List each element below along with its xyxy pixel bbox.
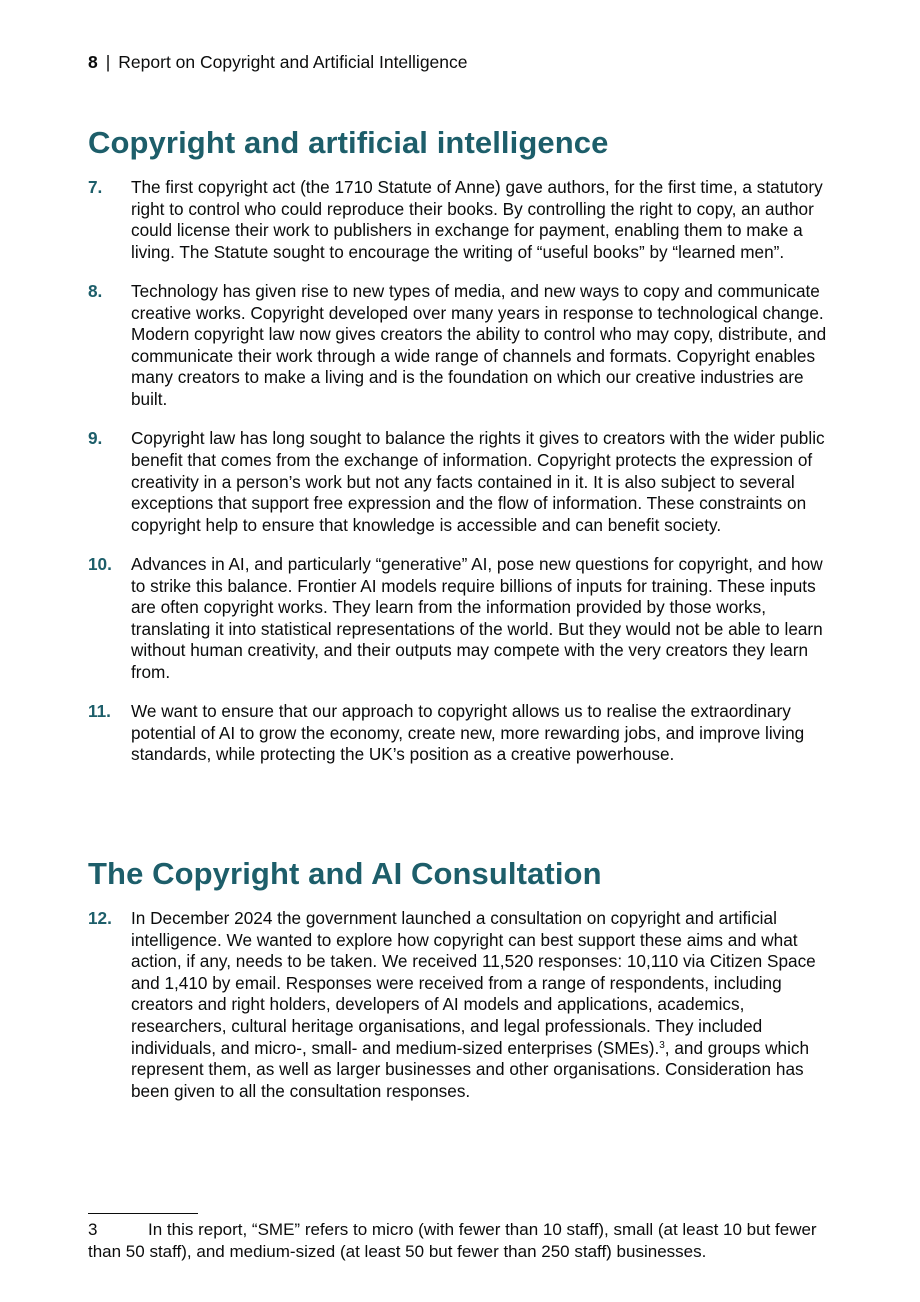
paragraph-number: 12. — [88, 908, 112, 928]
paragraph-text: We want to ensure that our approach to copyright allows us to realise the extraordinary potential of AI to grow the economy, create new, more rewarding jobs, and improve living standards, while protecting the UK’s position as a creative powerhouse. — [131, 701, 805, 765]
paragraph-10 — [88, 554, 840, 684]
section-heading-copyright-and-ai: Copyright and artificial intelligence — [88, 125, 609, 160]
paragraph-number: 9. — [88, 428, 103, 449]
section-2-paragraph-list — [88, 908, 840, 1120]
paragraph-9 — [88, 428, 840, 536]
paragraph-number: 11. — [88, 701, 111, 722]
section-heading-consultation: The Copyright and AI Consultation — [88, 856, 602, 891]
footnote-text: In this report, “SME” refers to micro (with fewer than 10 staff), small (at least 10 but fewer than 50 staff), and medium-sized (at least 50 but fewer than 250 staff) businesses. — [88, 1220, 817, 1261]
paragraph-text: The first copyright act (the 1710 Statute of Anne) gave authors, for the first time, a statutory right to control who could reproduce their books. By controlling the right to copy, an author could license their work to publishers in exchange for payment, enabling them to make a living. The Statute sought to encourage the writing of “useful books” by “learned men”. — [131, 177, 823, 262]
paragraph-text-part: In December 2024 the government launched a consultation on copyright and artificial intelligence. We wanted to explore how copyright can best support these aims and what action, if any, needs to be taken. We received 11,520 responses: 10,110 via Citizen Space and 1,410 by email. Responses were received from a range of respondents, including creators and right holders, developers of AI models and applications, academics, researchers, cultural heritage organisations, and legal professionals. They included individuals, and micro-, small- and medium-sized enterprises (SMEs). — [131, 908, 816, 1058]
footnote-divider — [88, 1213, 198, 1214]
section-1-paragraph-list — [88, 177, 840, 784]
paragraph-12 — [88, 908, 840, 1102]
report-title: Report on Copyright and Artificial Intelligence — [118, 52, 468, 72]
paragraph-text — [131, 908, 840, 1102]
footnote-reference[interactable]: 3 — [659, 1039, 665, 1051]
footnote-number: 3 — [88, 1220, 98, 1239]
paragraph-text: Copyright law has long sought to balance the rights it gives to creators with the wider public benefit that comes from the exchange of information. Copyright protects the expression of creativity in a person’s work but not any facts contained in it. It is also subject to several exceptions that support free expression and the flow of information. These constraints on copyright help to ensure that knowledge is accessible and can benefit society. — [131, 428, 825, 535]
paragraph-text: Advances in AI, and particularly “generative” AI, pose new questions for copyright, and how to strike this balance. Frontier AI models require billions of inputs for training. These inputs are often copyright works. They learn from the information provided by those works, translating it into statistical representations of the world. But they would not be able to learn without human creativity, and their outputs may compete with the very creators they learn from. — [131, 553, 823, 682]
header-separator: | — [105, 52, 111, 72]
paragraph-8 — [88, 281, 840, 411]
page-number: 8 — [88, 52, 98, 72]
paragraph-number: 7. — [88, 177, 103, 197]
paragraph-text: Technology has given rise to new types of media, and new ways to copy and communicate creative works. Copyright developed over many years in response to technological change. Modern copyright law now gives creators the ability to control who may copy, distribute, and communicate their work through a wide range of channels and formats. Copyright enables many creators to make a living and is the foundation on which our creative industries are built. — [131, 281, 827, 410]
paragraph-text-part: , and groups which represent them, as well as larger businesses and other organisations. Consideration has been given to all the consultation responses. — [131, 1037, 810, 1101]
paragraph-number: 10. — [88, 553, 112, 574]
paragraph-number: 8. — [88, 281, 103, 302]
paragraph-11 — [88, 701, 840, 766]
paragraph-7 — [88, 177, 840, 263]
footnote — [88, 1219, 840, 1263]
running-header — [88, 51, 468, 73]
